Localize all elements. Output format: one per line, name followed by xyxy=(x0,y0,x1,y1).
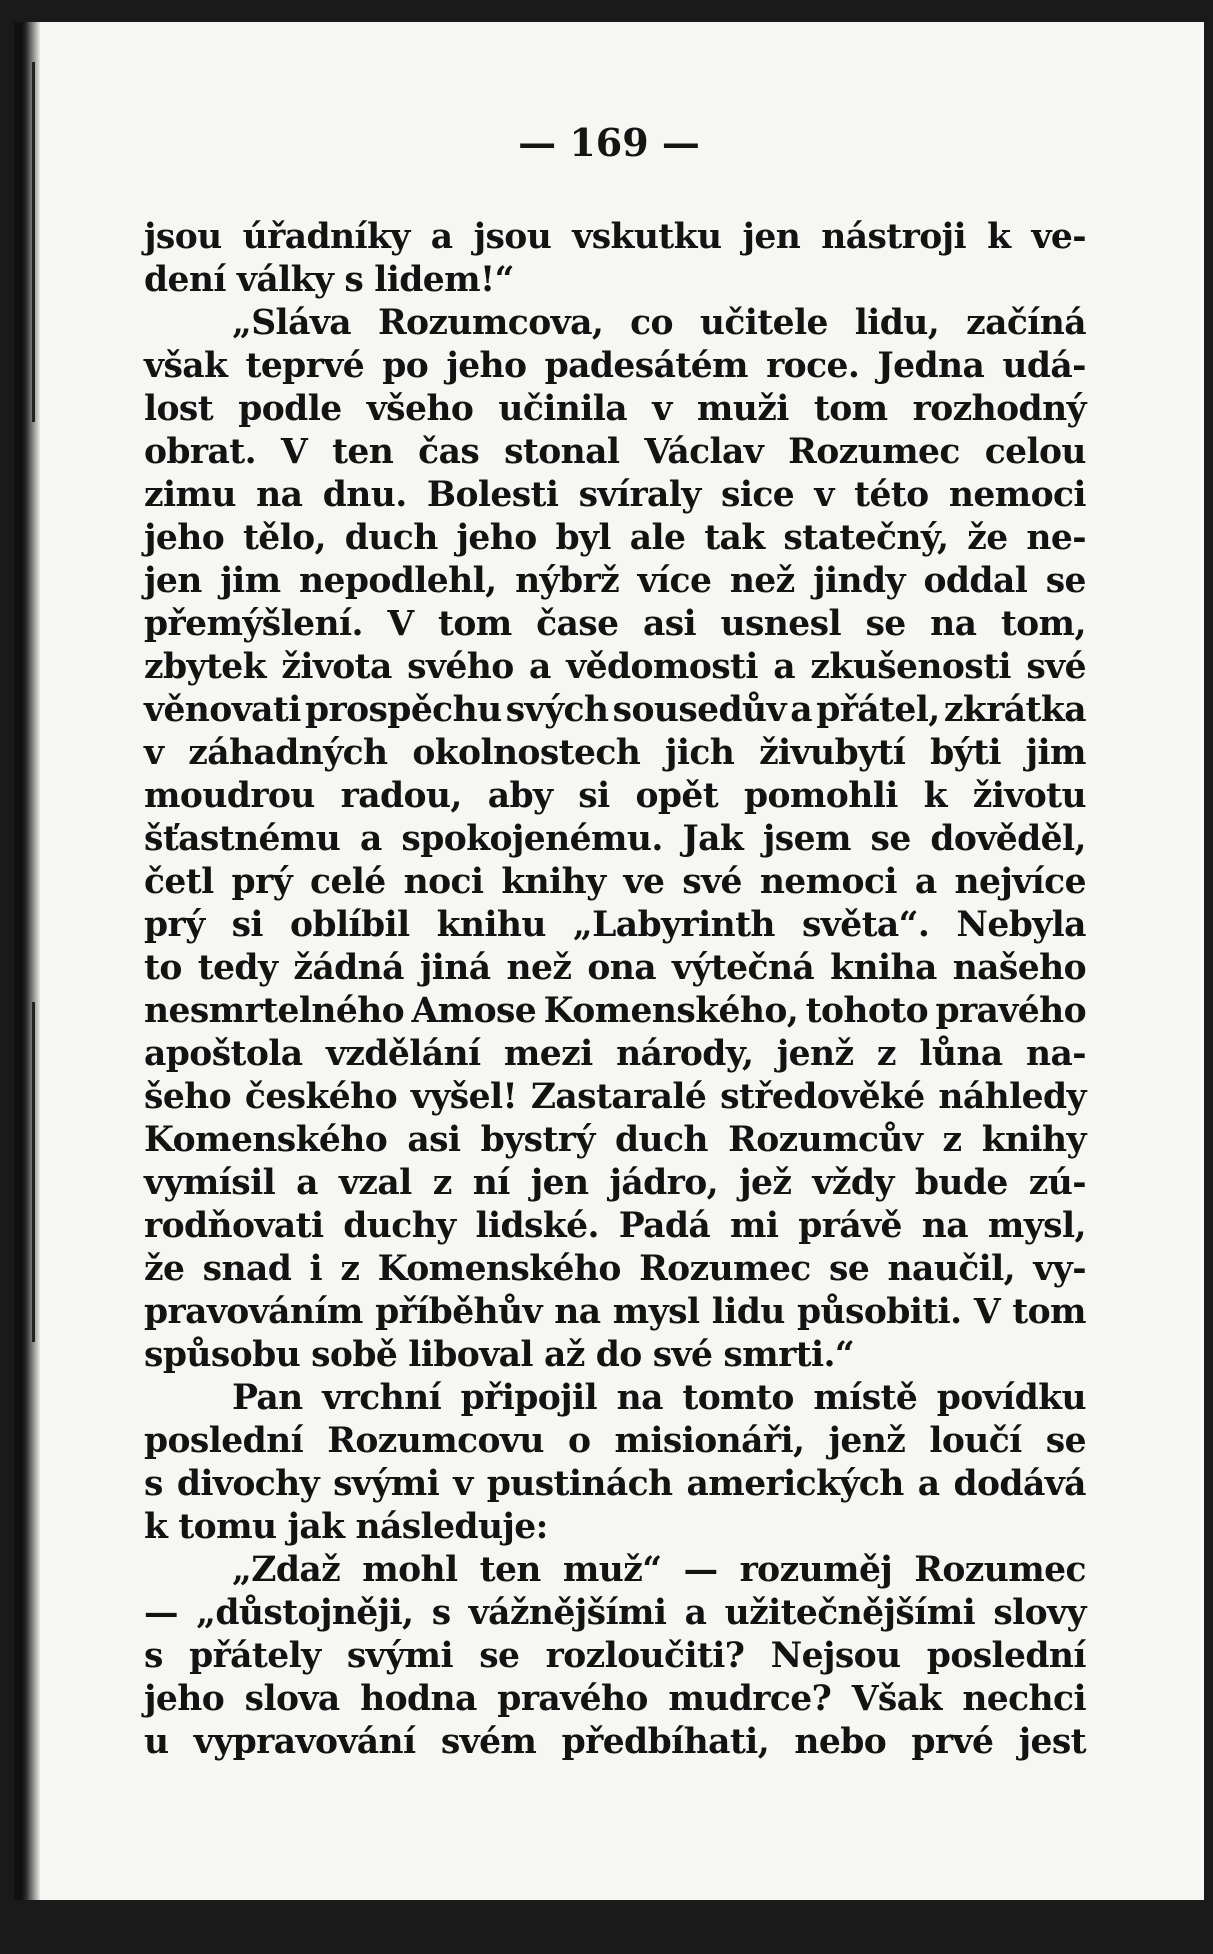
spine-edge-line xyxy=(32,1002,35,1342)
text-line: lost podle všeho učinila v muži tom rozhodný xyxy=(144,389,1086,429)
book-page xyxy=(14,22,1204,1927)
text-line: jeho slova hodna pravého mudrce? Však nechci xyxy=(144,1679,1086,1719)
text-line: jeho tělo, duch jeho byl ale tak statečný, že ne- xyxy=(144,518,1086,558)
text-line: to tedy žádná jiná než ona výtečná kniha našeho xyxy=(144,948,1086,988)
text-line: zimu na dnu. Bolesti svíraly sice v této nemoci xyxy=(144,475,1086,515)
text-line: nesmrtelného Amose Komenského, tohoto pravého xyxy=(144,991,1086,1031)
text-line: apoštola vzdělání mezi národy, jenž z lůna na- xyxy=(144,1034,1086,1074)
text-line: „Sláva Rozumcova, co učitele lidu, začíná xyxy=(232,303,1086,343)
text-line: v záhadných okolnostech jich živubytí býti jim xyxy=(144,733,1086,773)
text-line: rodňovati duchy lidské. Padá mi právě na mysl, xyxy=(144,1206,1086,1246)
text-line: — „důstojněji, s vážnějšími a užitečnějšími slovy xyxy=(144,1593,1086,1633)
text-line: jsou úřadníky a jsou vskutku jen nástroji k ve- xyxy=(144,217,1086,257)
text-line: věnovati prospěchu svých sousedův a přátel, zkrátka xyxy=(144,690,1086,730)
text-line: spůsobu sobě liboval až do své smrti.“ xyxy=(144,1335,855,1375)
text-line: Pan vrchní připojil na tomto místě povídku xyxy=(232,1378,1086,1418)
text-line: u vypravování svém předbíhati, nebo prvé jest xyxy=(144,1722,1086,1762)
page-text xyxy=(144,216,1086,1764)
text-line: dení války s lidem!“ xyxy=(144,260,514,300)
text-line: prý si oblíbil knihu „Labyrinth světa“. Nebyla xyxy=(144,905,1086,945)
text-line: šťastnému a spokojenému. Jak jsem se dověděl, xyxy=(144,819,1086,859)
text-line: s přátely svými se rozloučiti? Nejsou poslední xyxy=(144,1636,1086,1676)
text-line: vymísil a vzal z ní jen jádro, jež vždy bude zú- xyxy=(144,1163,1086,1203)
text-line: obrat. V ten čas stonal Václav Rozumec celou xyxy=(144,432,1086,472)
text-line: s divochy svými v pustinách amerických a dodává xyxy=(144,1464,1086,1504)
text-line: že snad i z Komenského Rozumec se naučil, vy- xyxy=(144,1249,1086,1289)
page-number: — 169 — xyxy=(518,120,700,165)
text-line: zbytek života svého a vědomosti a zkušenosti své xyxy=(144,647,1086,687)
spine-edge-line xyxy=(32,62,35,422)
text-line: pravováním příběhův na mysl lidu působiti. V tom xyxy=(144,1292,1086,1332)
text-line: přemýšlení. V tom čase asi usnesl se na tom, xyxy=(144,604,1086,644)
text-line: šeho českého vyšel! Zastaralé středověké náhledy xyxy=(144,1077,1086,1117)
text-line: však teprvé po jeho padesátém roce. Jedna udá- xyxy=(144,346,1086,386)
book-spine-shadow xyxy=(14,22,40,1927)
text-line: moudrou radou, aby si opět pomohli k životu xyxy=(144,776,1086,816)
text-line: poslední Rozumcovu o misionáři, jenž loučí se xyxy=(144,1421,1086,1461)
text-line: jen jim nepodlehl, nýbrž více než jindy oddal se xyxy=(144,561,1086,601)
text-line: „Zdaž mohl ten muž“ — rozuměj Rozumec xyxy=(232,1550,1086,1590)
scan-border xyxy=(14,1900,1204,1927)
text-line: četl prý celé noci knihy ve své nemoci a nejvíce xyxy=(144,862,1086,902)
text-line: Komenského asi bystrý duch Rozumcův z knihy xyxy=(144,1120,1086,1160)
text-line: k tomu jak následuje: xyxy=(144,1507,548,1547)
